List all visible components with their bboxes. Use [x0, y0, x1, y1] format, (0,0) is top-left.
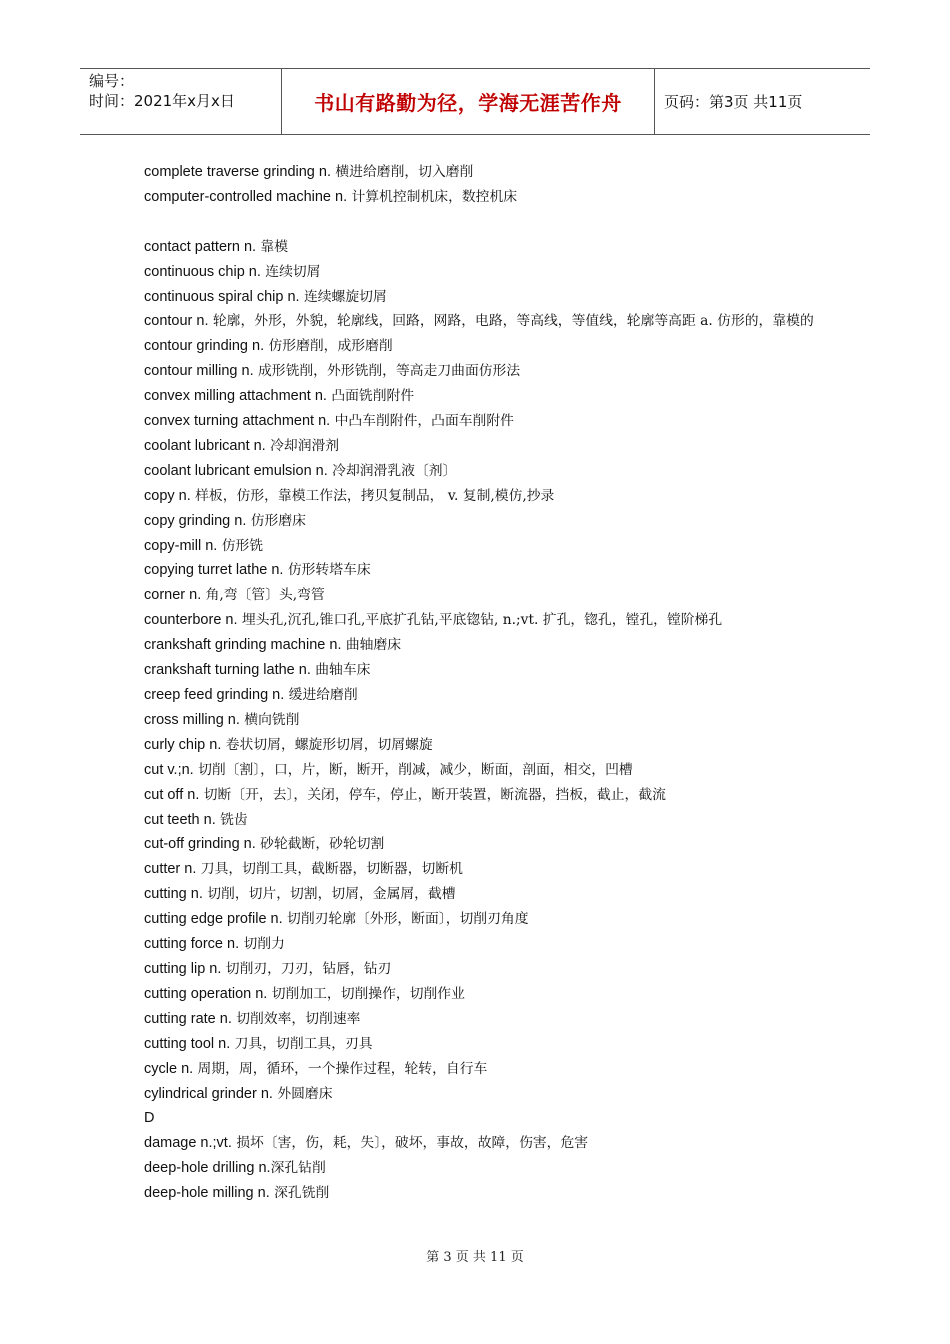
entry-term: cutting operation n. — [144, 985, 268, 1002]
entry-definition: 切削力 — [239, 936, 285, 953]
entry-term: curly chip n. — [144, 736, 222, 753]
entry-term: corner n. — [144, 587, 202, 604]
entry-definition: 切削，切片，切割，切屑，金属屑，截槽 — [202, 886, 456, 903]
entry-definition: 轮廓，外形，外貌，轮廓线，回路，网路，电路，等高线，等值线，轮廓等高距 a. 仿形的，靠模的 — [208, 313, 814, 330]
glossary-entry — [144, 484, 824, 509]
glossary-entry — [144, 260, 824, 285]
entry-term: cut teeth n. — [144, 811, 216, 828]
glossary-entry — [144, 309, 824, 334]
glossary-entry — [144, 783, 824, 808]
entry-definition: 深孔铣削 — [269, 1185, 330, 1202]
glossary-list — [144, 160, 824, 1206]
glossary-entry — [144, 708, 824, 733]
entry-term: damage n.;vt. — [144, 1135, 232, 1152]
entry-definition: 计算机控制机床，数控机床 — [347, 188, 518, 205]
glossary-entry — [144, 409, 824, 434]
glossary-entry — [144, 882, 824, 907]
entry-term: contact pattern n. — [144, 238, 257, 255]
glossary-entry — [144, 1057, 824, 1082]
time-label: 时间：2021年x月x日 — [89, 92, 235, 110]
entry-term: continuous spiral chip n. — [144, 288, 300, 305]
header-meta — [80, 69, 282, 134]
entry-definition: 曲轴车床 — [310, 662, 371, 679]
glossary-entry — [144, 1007, 824, 1032]
entry-definition: 切断〔开，去〕，关闭，停车，停止，断开装置，断流器，挡板，截止，截流 — [199, 786, 666, 803]
entry-term: cutting force n. — [144, 936, 240, 953]
entry-definition: 铣齿 — [215, 811, 248, 828]
entry-definition: 凸面铣削附件 — [326, 388, 415, 405]
entry-term: D — [144, 1110, 155, 1127]
glossary-entry — [144, 534, 824, 559]
glossary-entry — [144, 1131, 824, 1156]
header-page-cell — [655, 69, 870, 134]
entry-definition: 成形铣削，外形铣削，等高走刀曲面仿形法 — [253, 363, 521, 380]
page-info: 页码：第3页 共11页 — [664, 93, 803, 111]
glossary-entry — [144, 808, 824, 833]
entry-term: copy-mill n. — [144, 537, 218, 554]
entry-definition: 损坏〔害，伤，耗，失〕，破坏，事故，故障，伤害，危害 — [231, 1135, 589, 1152]
entry-term: cylindrical grinder n. — [144, 1085, 273, 1102]
entry-term: cross milling n. — [144, 711, 240, 728]
entry-definition: 横向铣削 — [239, 711, 300, 728]
entry-term: contour n. — [144, 313, 209, 330]
entry-definition: 切削〔割〕，口，片，断，断开，削减，减少，断面，剖面，相交，凹槽 — [193, 761, 633, 778]
glossary-entry — [144, 982, 824, 1007]
entry-term: cut v.;n. — [144, 761, 194, 778]
entry-definition: 曲轴磨床 — [341, 637, 402, 654]
entry-term: contour milling n. — [144, 363, 254, 380]
glossary-entry — [144, 1181, 824, 1206]
entry-term: copy grinding n. — [144, 512, 247, 529]
entry-term: counterbore n. — [144, 612, 238, 629]
glossary-entry — [144, 558, 824, 583]
entry-term: cutting rate n. — [144, 1010, 232, 1027]
entry-term: cutting tool n. — [144, 1035, 231, 1052]
slogan: 书山有路勤为径，学海无涯苦作舟 — [314, 91, 622, 115]
entry-term: crankshaft turning lathe n. — [144, 662, 311, 679]
entry-term: cut off n. — [144, 786, 200, 803]
entry-definition: 外圆磨床 — [272, 1085, 333, 1102]
entry-definition: 仿形转塔车床 — [283, 562, 371, 579]
entry-definition: 砂轮截断，砂轮切割 — [255, 836, 385, 853]
glossary-entry — [144, 583, 824, 608]
entry-term: convex milling attachment n. — [144, 388, 327, 405]
entry-term: complete traverse grinding n. — [144, 164, 331, 180]
entry-term: cut-off grinding n. — [144, 836, 256, 853]
entry-definition: 卷状切屑，螺旋形切屑，切屑螺旋 — [221, 736, 433, 753]
entry-term: cutting lip n. — [144, 960, 222, 977]
glossary-entry — [144, 434, 824, 459]
glossary-entry — [144, 334, 824, 359]
entry-definition: 深孔钻削 — [270, 1160, 326, 1177]
entry-term: deep-hole drilling n. — [144, 1160, 271, 1177]
entry-definition: 连续切屑 — [260, 263, 321, 280]
glossary-entry — [144, 185, 824, 210]
entry-definition: 冷却润滑剂 — [265, 437, 340, 454]
glossary-entry — [144, 459, 824, 484]
entry-definition: 仿形铣 — [217, 537, 264, 554]
glossary-entry — [144, 633, 824, 658]
entry-term: continuous chip n. — [144, 263, 261, 280]
glossary-entry — [144, 384, 824, 409]
entry-definition: 埋头孔,沉孔,锥口孔,平底扩孔钻,平底锪钻, n.;vt. 扩孔，锪孔，镗孔，镗阶梯孔 — [237, 612, 723, 629]
blank-line — [144, 210, 824, 235]
entry-term: cutter n. — [144, 861, 197, 878]
page-header — [80, 68, 870, 135]
entry-definition: 切削刃轮廓〔外形，断面〕，切削刃角度 — [282, 911, 529, 928]
entry-term: deep-hole milling n. — [144, 1185, 270, 1202]
entry-term: copy n. — [144, 487, 191, 504]
entry-definition: 中凸车削附件，凸面车削附件 — [330, 413, 514, 430]
glossary-entry — [144, 758, 824, 783]
entry-definition: 冷却润滑乳液〔剂〕 — [327, 462, 457, 479]
glossary-entry — [144, 285, 824, 310]
glossary-entry — [144, 608, 824, 633]
entry-term: cutting edge profile n. — [144, 911, 283, 928]
glossary-entry — [144, 509, 824, 534]
glossary-entry — [144, 957, 824, 982]
glossary-entry — [144, 160, 824, 185]
entry-definition: 周期，周，循环，一个操作过程，轮转，自行车 — [193, 1060, 488, 1077]
entry-term: creep feed grinding n. — [144, 687, 285, 704]
entry-term: computer-controlled machine n. — [144, 188, 348, 205]
entry-definition: 靠模 — [256, 238, 289, 255]
glossary-entry — [144, 658, 824, 683]
entry-definition: 刀具，切削工具，截断器，切断器，切断机 — [196, 861, 463, 878]
entry-term: cycle n. — [144, 1060, 194, 1077]
glossary-entry — [144, 832, 824, 857]
entry-term: cutting n. — [144, 886, 203, 903]
entry-definition: 刀具，切削工具，刃具 — [230, 1035, 373, 1052]
entry-definition: 连续螺旋切屑 — [299, 288, 387, 305]
entry-definition: 横进给磨削，切入磨削 — [331, 164, 474, 180]
entry-definition: 仿形磨床 — [246, 512, 306, 529]
glossary-entry — [144, 1082, 824, 1107]
entry-definition: 切削效率，切削速率 — [231, 1010, 361, 1027]
entry-term: coolant lubricant emulsion n. — [144, 462, 328, 479]
glossary-entry — [144, 359, 824, 384]
glossary-entry — [144, 1156, 824, 1181]
page-footer — [0, 1246, 950, 1265]
entry-definition: 缓进给磨削 — [284, 687, 358, 704]
glossary-entry — [144, 1032, 824, 1057]
entry-term: contour grinding n. — [144, 338, 265, 355]
glossary-entry — [144, 1106, 824, 1131]
header-slogan-cell — [282, 69, 655, 134]
entry-term: crankshaft grinding machine n. — [144, 637, 342, 654]
entry-definition: 切削刃，刀刃，钻唇，钻刃 — [221, 960, 392, 977]
entry-term: convex turning attachment n. — [144, 413, 331, 430]
entry-definition: 仿形磨削，成形磨削 — [264, 338, 393, 355]
glossary-entry — [144, 907, 824, 932]
entry-definition: 切削加工，切削操作，切削作业 — [267, 985, 465, 1002]
code-label: 编号： — [89, 72, 135, 90]
glossary-entry — [144, 857, 824, 882]
entry-definition: 角,弯〔管〕头,弯管 — [201, 587, 325, 604]
glossary-entry — [144, 932, 824, 957]
entry-term: coolant lubricant n. — [144, 437, 266, 454]
entry-definition: 样板，仿形，靠模工作法，拷贝复制品， v. 复制,模仿,抄录 — [190, 487, 555, 504]
glossary-entry — [144, 683, 824, 708]
glossary-entry — [144, 235, 824, 260]
entry-term: copying turret lathe n. — [144, 562, 284, 579]
footer-page-number: 第 3 页 共 11 页 — [426, 1250, 524, 1265]
glossary-entry — [144, 733, 824, 758]
